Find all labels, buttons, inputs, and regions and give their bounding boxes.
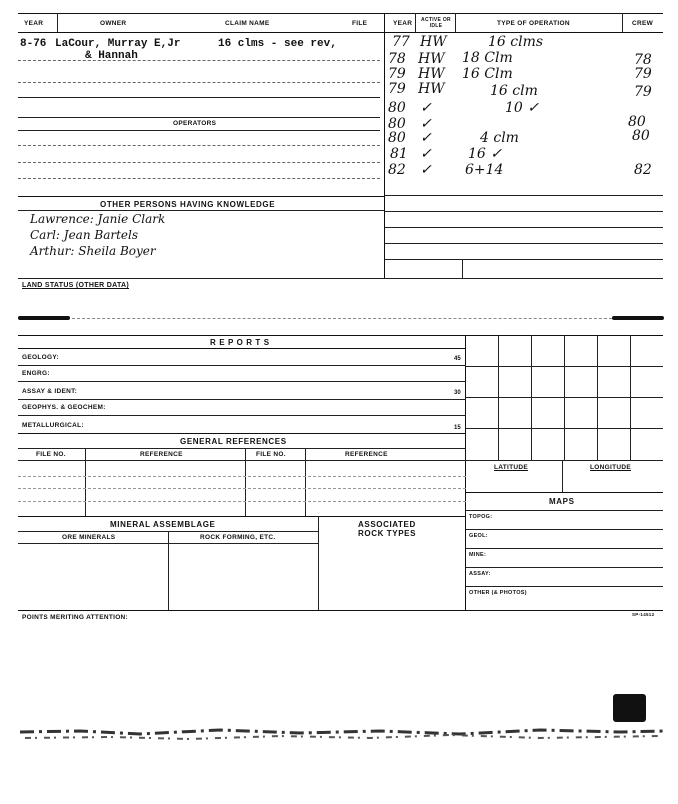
- activity-year: 80: [388, 100, 406, 116]
- mineral-assemblage-title: MINERAL ASSEMBLAGE: [110, 520, 216, 529]
- knowledge-person: Carl: Jean Bartels: [30, 228, 139, 242]
- longitude-label: LONGITUDE: [590, 464, 631, 471]
- activity-operation: 16 clm: [490, 83, 538, 99]
- associated-rock-types-line2: ROCK TYPES: [358, 529, 417, 538]
- activity-status: ✓: [420, 162, 432, 178]
- form-number: SP-14512: [632, 612, 655, 617]
- scan-mark-right: [612, 316, 664, 320]
- activity-status: ✓: [420, 130, 432, 146]
- activity-year: 80: [388, 116, 406, 132]
- activity-year: 79: [388, 66, 406, 82]
- maps-row-label: TOPOG:: [469, 514, 493, 520]
- header-active-idle: ACTIVE OR IDLE: [421, 17, 451, 29]
- gen-ref-col-reference-2: REFERENCE: [345, 451, 388, 458]
- activity-crew: 80: [632, 128, 650, 144]
- maps-row-label: OTHER (& PHOTOS): [469, 590, 527, 596]
- knowledge-person: Arthur: Sheila Boyer: [30, 244, 156, 258]
- activity-operation: 16 clms: [488, 34, 544, 50]
- activity-status: ✓: [420, 116, 432, 132]
- points-meriting-attention: POINTS MERITING ATTENTION:: [22, 614, 129, 621]
- activity-status: HW: [418, 66, 445, 82]
- activity-operation: 4 clm: [480, 130, 519, 146]
- owner-name-line1: LaCour, Murray E,Jr: [55, 38, 181, 50]
- gen-ref-col-file-no-2: FILE NO.: [256, 451, 286, 458]
- owner-name-line2: & Hannah: [85, 50, 138, 62]
- activity-status: HW: [418, 51, 445, 67]
- report-row-number: 30: [454, 390, 461, 396]
- activity-crew: 78: [634, 52, 652, 68]
- activity-year: 79: [388, 81, 406, 97]
- scan-noise-bottom: [20, 722, 665, 744]
- reports-title: R E P O R T S: [210, 338, 270, 347]
- header-file: FILE: [352, 20, 368, 27]
- maps-title: MAPS: [549, 497, 575, 506]
- gen-ref-col-reference: REFERENCE: [140, 451, 183, 458]
- activity-operation: 18 Clm: [462, 50, 513, 66]
- maps-row-label: MINE:: [469, 552, 487, 558]
- activity-year: 80: [388, 130, 406, 146]
- activity-year: 77: [392, 34, 410, 50]
- activity-operation: 16 Clm: [462, 66, 513, 82]
- report-row-label: GEOLOGY:: [22, 354, 59, 361]
- scan-corner-mark: [613, 694, 646, 722]
- activity-crew: 79: [634, 84, 652, 100]
- header-crew: CREW: [632, 20, 654, 27]
- maps-row-label: ASSAY:: [469, 571, 491, 577]
- rock-forming-label: ROCK FORMING, ETC.: [200, 534, 276, 541]
- activity-status: HW: [420, 34, 447, 50]
- header-year-2: YEAR: [393, 20, 413, 27]
- operators-label: OPERATORS: [173, 120, 217, 127]
- knowledge-person: Lawrence: Janie Clark: [30, 212, 166, 226]
- activity-crew: 80: [628, 114, 646, 130]
- general-references-title: GENERAL REFERENCES: [180, 437, 287, 446]
- report-row-label: METALLURGICAL:: [22, 422, 84, 429]
- activity-crew: 79: [634, 66, 652, 82]
- report-row-label: ENGRG:: [22, 370, 50, 377]
- activity-operation: 6+14: [465, 162, 504, 178]
- report-row-number: 15: [454, 425, 461, 431]
- activity-crew: 82: [634, 162, 652, 178]
- activity-status: ✓: [420, 146, 432, 162]
- owner-year: 8-76: [20, 38, 47, 50]
- claim-name: 16 clms - see rev,: [218, 38, 337, 50]
- activity-year: 78: [388, 51, 406, 67]
- report-row-label: ASSAY & IDENT:: [22, 388, 78, 395]
- activity-operation: 16 ✓: [468, 146, 502, 162]
- activity-year: 81: [390, 146, 408, 162]
- header-type-of-operation: TYPE OF OPERATION: [497, 20, 570, 27]
- associated-rock-types-line1: ASSOCIATED: [358, 520, 416, 529]
- header-year: YEAR: [24, 20, 44, 27]
- land-status-label: LAND STATUS (OTHER DATA): [22, 282, 130, 289]
- latitude-label: LATITUDE: [494, 464, 529, 471]
- activity-year: 82: [388, 162, 406, 178]
- ore-minerals-label: ORE MINERALS: [62, 534, 116, 541]
- activity-status: HW: [418, 81, 445, 97]
- maps-row-label: GEOL:: [469, 533, 488, 539]
- report-row-label: GEOPHYS. & GEOCHEM:: [22, 404, 106, 411]
- activity-operation: 10 ✓: [505, 100, 539, 116]
- activity-status: ✓: [420, 100, 432, 116]
- knowledge-label: OTHER PERSONS HAVING KNOWLEDGE: [100, 200, 276, 209]
- scan-mark-left: [18, 316, 70, 320]
- header-claim-name: CLAIM NAME: [225, 20, 270, 27]
- report-row-number: 45: [454, 356, 461, 362]
- header-owner: OWNER: [100, 20, 127, 27]
- gen-ref-col-file-no: FILE NO.: [36, 451, 66, 458]
